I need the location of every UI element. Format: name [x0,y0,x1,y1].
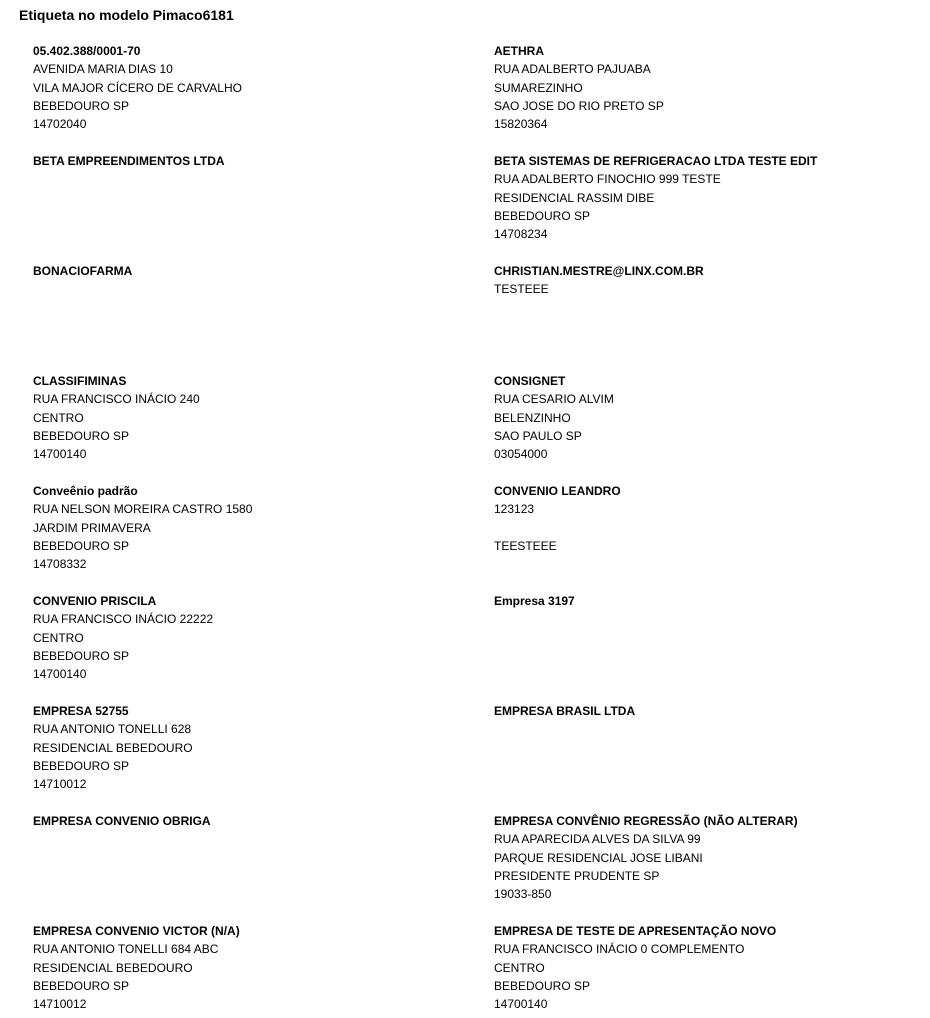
label-address-line [33,317,473,335]
label-name: CONVENIO LEANDRO [494,484,621,498]
label-address-line [494,775,930,793]
label-address-line: 14702040 [33,117,87,132]
label-name: BETA EMPREENDIMENTOS LTDA [33,154,225,168]
label-address-line: AVENIDA MARIA DIAS 10 [33,62,173,77]
address-label [33,152,473,243]
label-address-line [33,885,473,903]
label-address-line: RUA CESARIO ALVIM [494,392,614,407]
address-label [33,372,473,463]
label-address-line [494,647,930,665]
label-address-line: RUA FRANCISCO INÁCIO 0 COMPLEMENTO [494,942,745,957]
label-address-line [494,757,930,775]
label-address-line: 14708332 [33,557,87,572]
label-address-line [494,299,930,317]
label-address-line [33,189,473,207]
label-address-line: RUA ADALBERTO PAJUABA [494,62,651,77]
label-address-line: RUA ADALBERTO FINOCHIO 999 TESTE [494,172,721,187]
label-address-line: 19033-850 [494,887,552,902]
address-label [33,702,473,793]
label-address-line [33,335,473,353]
label-address-line: CENTRO [33,630,84,645]
label-address-line [33,849,473,867]
label-address-line: RUA APARECIDA ALVES DA SILVA 99 [494,832,701,847]
label-address-line [494,555,930,573]
address-label [33,482,473,573]
label-address-line: BEBEDOURO SP [33,758,130,773]
label-address-line: JARDIM PRIMAVERA [33,520,151,535]
label-name: Conveênio padrão [33,484,138,498]
label-name: 05.402.388/0001-70 [33,44,141,58]
label-address-line: PRESIDENTE PRUDENTE SP [494,868,660,883]
label-address-line: RUA ANTONIO TONELLI 684 ABC [33,942,219,957]
label-address-line: TESTEEE [494,282,549,297]
address-label [33,812,473,903]
label-address-line: RUA FRANCISCO INÁCIO 240 [33,392,200,407]
label-address-line [494,665,930,683]
address-label [33,922,473,1013]
address-label [494,152,930,243]
label-name: CONVENIO PRISCILA [33,594,157,608]
label-address-line: 123123 [494,502,535,517]
label-address-line [494,739,930,757]
label-address-line: BELENZINHO [494,410,571,425]
label-address-line: 15820364 [494,117,548,132]
label-address-line: BEBEDOURO SP [33,428,130,443]
address-label [494,482,930,573]
label-address-line [494,317,930,335]
label-name: EMPRESA BRASIL LTDA [494,704,636,718]
label-address-line: RUA NELSON MOREIRA CASTRO 1580 [33,502,253,517]
label-name: BETA SISTEMAS DE REFRIGERACAO LTDA TESTE EDIT [494,154,818,168]
label-address-line: RESIDENCIAL RASSIM DIBE [494,190,655,205]
address-label [494,702,930,793]
label-address-line [33,299,473,317]
label-address-line: VILA MAJOR CÍCERO DE CARVALHO [33,80,242,95]
address-label [33,592,473,683]
address-label [494,42,930,133]
label-address-line: BEBEDOURO SP [494,208,591,223]
label-address-line: RESIDENCIAL BEBEDOURO [33,740,193,755]
address-label [494,922,930,1013]
label-address-line: 14700140 [33,667,87,682]
label-address-line: PARQUE RESIDENCIAL JOSE LIBANI [494,850,703,865]
label-address-line [33,830,473,848]
address-label [494,592,930,683]
label-address-line: RUA ANTONIO TONELLI 628 [33,722,192,737]
label-address-line [33,280,473,298]
label-address-line [494,720,930,738]
label-address-line [494,519,930,537]
label-address-line [33,207,473,225]
label-address-line: SAO JOSE DO RIO PRETO SP [494,98,664,113]
label-address-line [494,629,930,647]
label-name: EMPRESA 52755 [33,704,129,718]
label-address-line [33,225,473,243]
label-address-line: BEBEDOURO SP [33,538,130,553]
label-name: EMPRESA CONVENIO VICTOR (N/A) [33,924,240,938]
address-label [494,262,930,353]
address-label [33,42,473,133]
label-name: CONSIGNET [494,374,566,388]
page-title: Etiqueta no modelo Pimaco6181 [19,7,234,23]
label-address-line: BEBEDOURO SP [33,98,130,113]
label-address-line: RUA FRANCISCO INÁCIO 22222 [33,612,214,627]
label-address-line: SAO PAULO SP [494,428,582,443]
label-address-line: 03054000 [494,447,548,462]
label-address-line: TEESTEEE [494,538,557,553]
label-name: AETHRA [494,44,544,58]
label-address-line [33,867,473,885]
label-name: EMPRESA DE TESTE DE APRESENTAÇÃO NOVO [494,924,777,938]
address-label [494,812,930,903]
label-address-line: 14700140 [494,997,548,1012]
address-label [494,372,930,463]
label-address-line [33,170,473,188]
label-address-line: 14708234 [494,227,548,242]
label-address-line: 14710012 [33,997,87,1012]
label-address-line: BEBEDOURO SP [33,648,130,663]
label-name: EMPRESA CONVENIO OBRIGA [33,814,211,828]
label-name: EMPRESA CONVÊNIO REGRESSÃO (NÃO ALTERAR) [494,814,798,828]
label-name: Empresa 3197 [494,594,575,608]
label-name: BONACIOFARMA [33,264,133,278]
label-address-line [494,610,930,628]
label-address-line: 14700140 [33,447,87,462]
address-label [33,262,473,353]
label-name: CLASSIFIMINAS [33,374,127,388]
label-address-line: 14710012 [33,777,87,792]
label-address-line: BEBEDOURO SP [33,978,130,993]
label-address-line: SUMAREZINHO [494,80,583,95]
label-name: CHRISTIAN.MESTRE@LINX.COM.BR [494,264,704,278]
label-address-line: RESIDENCIAL BEBEDOURO [33,960,193,975]
label-address-line [494,335,930,353]
label-address-line: CENTRO [33,410,84,425]
label-address-line: BEBEDOURO SP [494,978,591,993]
label-address-line: CENTRO [494,960,545,975]
